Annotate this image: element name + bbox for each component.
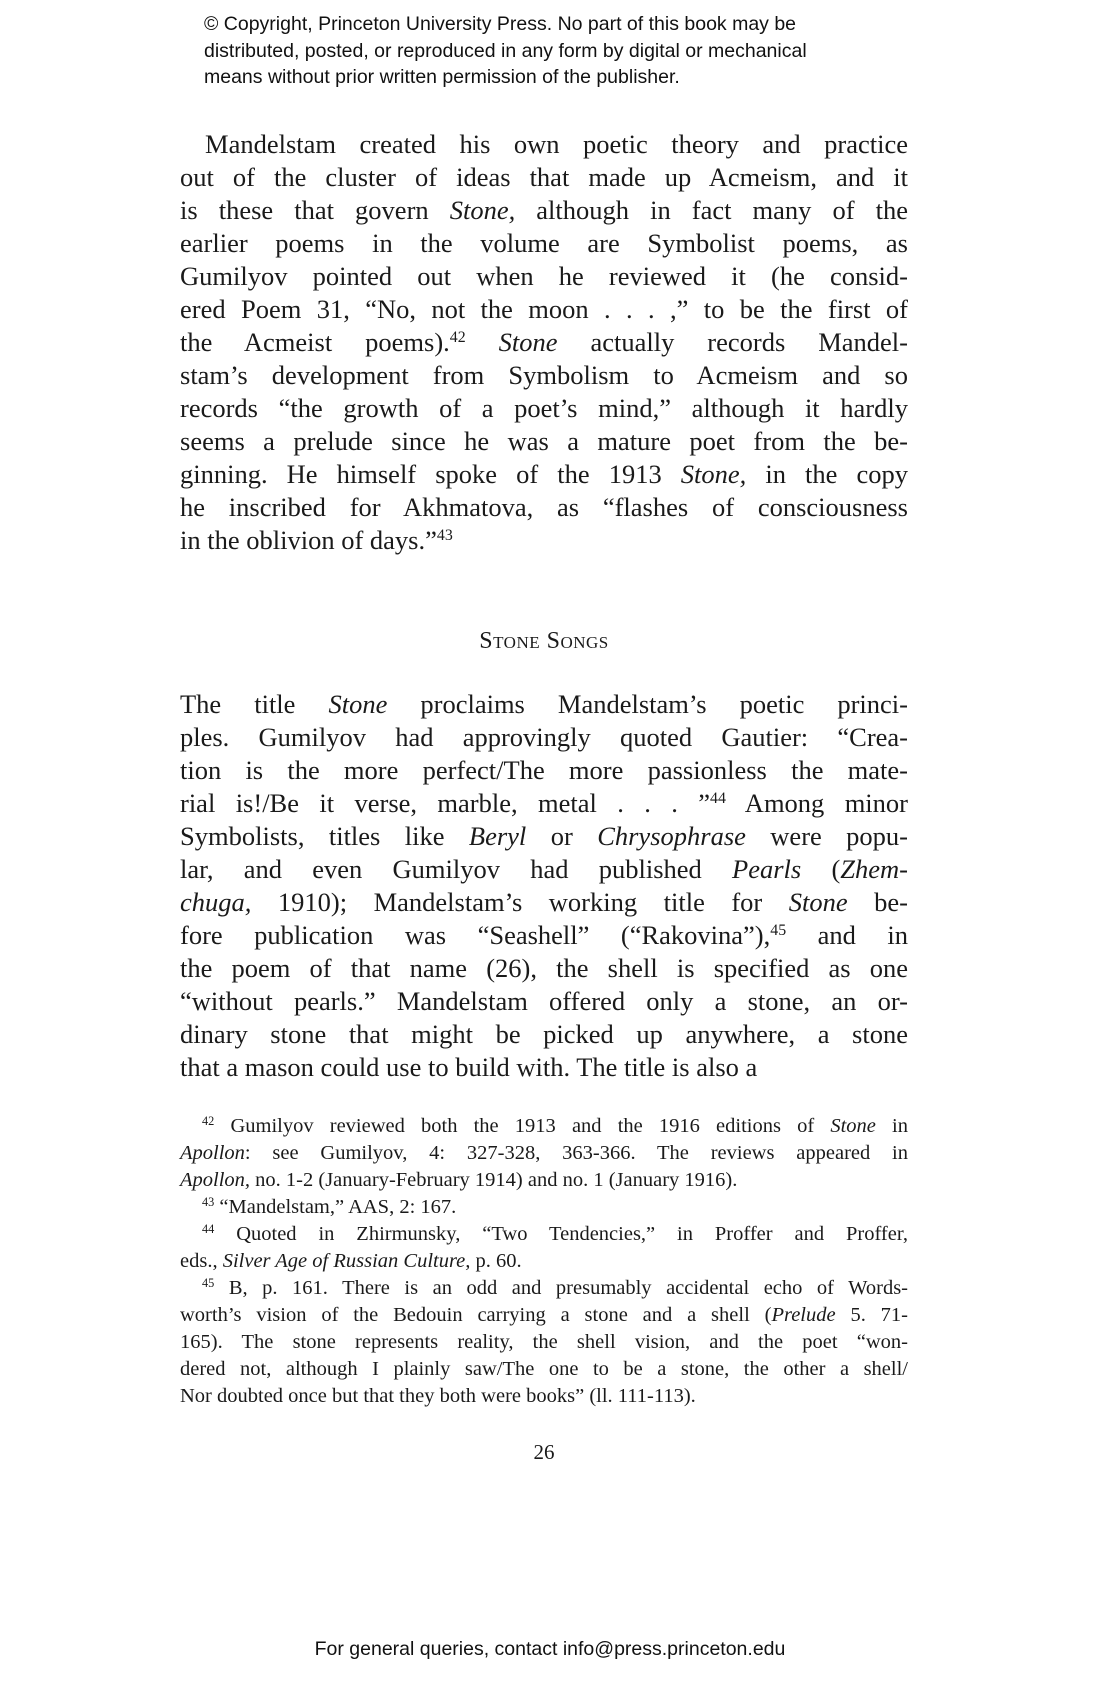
text-run: actually records Mandel-: [557, 327, 908, 357]
text-run: ered Poem 31, “No, not the moon . . . ,” to be the first of: [180, 294, 908, 324]
text-run: (: [801, 854, 841, 884]
italic-text: Zhem-: [840, 854, 909, 884]
text-run: 165). The stone represents reality, the shell vision, and the poet “won-: [180, 1331, 908, 1353]
text-line: [180, 524, 908, 557]
section-heading: Stone Songs: [479, 628, 609, 654]
text-line: [180, 128, 908, 161]
text-run: is these that govern: [180, 195, 450, 225]
italic-text: Prelude: [771, 1304, 836, 1326]
copyright-line: distributed, posted, or reproduced in any form by digital or mechanical: [204, 39, 807, 62]
footnote-ref: 42: [202, 1114, 215, 1129]
text-line: [180, 491, 908, 524]
text-line: [180, 985, 908, 1018]
text-run: dered not, although I plainly saw/The one to be a stone, the other a shell/: [180, 1358, 908, 1380]
text-line: [180, 293, 908, 326]
italic-text: Pearls: [732, 854, 802, 884]
text-run: [466, 327, 499, 357]
footnote-ref: 43: [202, 1195, 215, 1210]
paragraph-1: [180, 128, 908, 557]
text-line: [180, 326, 908, 359]
text-line: [180, 1248, 908, 1275]
text-line: [180, 1356, 908, 1383]
paragraph-2: [180, 688, 908, 1084]
text-run: Mandelstam created his own poetic theory and practice: [205, 129, 908, 159]
text-line: [180, 1194, 908, 1221]
text-run: tion is the more perfect/The more passionless the mate-: [180, 755, 908, 785]
text-line: [180, 853, 908, 886]
text-line: [180, 425, 908, 458]
text-run: and in: [786, 920, 909, 950]
text-run: 1910); Mandelstam’s working title for: [251, 887, 789, 917]
text-line: [180, 458, 908, 491]
text-run: out of the cluster of ideas that made up Acmeism, and it: [180, 162, 908, 192]
page-number: 26: [533, 1440, 555, 1464]
text-run: ginning. He himself spoke of the 1913: [180, 459, 681, 489]
italic-text: Apollon: [180, 1142, 245, 1164]
text-run: rial is!/Be it verse, marble, metal . . . ”: [180, 788, 710, 818]
text-run: Gumilyov pointed out when he reviewed it (he consid-: [180, 261, 908, 291]
copyright-line: means without prior written permission of the publisher.: [204, 66, 680, 88]
text-run: records “the growth of a poet’s mind,” although it hardly: [180, 393, 908, 423]
italic-text: Stone,: [680, 459, 747, 489]
text-line: [180, 886, 908, 919]
text-line: [180, 392, 908, 425]
footer-contact: For general queries, contact info@press.princeton.edu: [314, 1638, 786, 1660]
text-run: Gumilyov reviewed both the 1913 and the 1916 editions of: [214, 1115, 831, 1137]
text-run: no. 1-2 (January-February 1914) and no. 1 (January 1916).: [250, 1169, 738, 1191]
text-run: stam’s development from Symbolism to Acmeism and so: [180, 360, 908, 390]
text-run: in the oblivion of days.”: [180, 525, 437, 555]
text-run: 5. 71-: [835, 1304, 908, 1326]
text-line: [180, 754, 908, 787]
text-run: he inscribed for Akhmatova, as “flashes of consciousness: [180, 492, 908, 522]
text-run: be-: [847, 887, 908, 917]
text-run: in: [875, 1115, 909, 1137]
text-run: lar, and even Gumilyov had published: [180, 854, 733, 884]
footnote-ref: 44: [202, 1222, 215, 1237]
text-line: [180, 1302, 908, 1329]
copyright-line: © Copyright, Princeton University Press. No part of this book may be: [204, 13, 797, 35]
italic-text: Chrysophrase: [597, 821, 746, 851]
text-line: [180, 919, 908, 952]
text-run: “without pearls.” Mandelstam offered only a stone, an or-: [180, 986, 908, 1016]
text-run: p. 60.: [470, 1250, 522, 1272]
text-line: [180, 227, 908, 260]
text-line: [180, 1167, 908, 1194]
text-line: [180, 1329, 908, 1356]
text-run: or: [526, 821, 598, 851]
text-run: Symbolists, titles like: [180, 821, 469, 851]
italic-text: Stone: [498, 327, 558, 357]
italic-text: Stone: [830, 1115, 876, 1137]
text-run: ples. Gumilyov had approvingly quoted Gautier: “Crea-: [180, 722, 908, 752]
text-run: Among minor: [725, 788, 908, 818]
italic-text: Stone,: [449, 195, 516, 225]
footnote-ref: 43: [436, 527, 453, 545]
text-run: the poem of that name (26), the shell is specified as one: [180, 953, 908, 983]
footnote: [180, 1194, 908, 1221]
text-line: [180, 359, 908, 392]
text-run: although in fact many of the: [515, 195, 908, 225]
footnote: [180, 1113, 908, 1194]
footnote-ref: 42: [449, 329, 466, 347]
italic-text: Stone: [788, 887, 848, 917]
italic-text: chuga,: [180, 887, 252, 917]
text-run: in the copy: [746, 459, 909, 489]
text-run: proclaims Mandelstam’s poetic princi-: [387, 689, 908, 719]
italic-text: Silver Age of Russian Culture,: [222, 1250, 471, 1272]
footnote: [180, 1221, 908, 1275]
text-line: [180, 1383, 908, 1410]
text-line: [180, 161, 908, 194]
text-run: eds.,: [180, 1250, 223, 1272]
text-line: [180, 820, 908, 853]
text-run: dinary stone that might be picked up anywhere, a stone: [180, 1019, 908, 1049]
text-run: fore publication was “Seashell” (“Rakovina”),: [180, 920, 771, 950]
footnote-ref: 45: [770, 922, 787, 940]
text-line: [180, 688, 908, 721]
text-line: [180, 1051, 908, 1084]
text-run: worth’s vision of the Bedouin carrying a stone and a shell (: [180, 1304, 772, 1326]
text-line: [180, 1113, 908, 1140]
text-run: seems a prelude since he was a mature poet from the be-: [180, 426, 908, 456]
text-run: : see Gumilyov, 4: 327-328, 363-366. The reviews appeared in: [244, 1142, 908, 1164]
text-run: B, p. 161. There is an odd and presumably accidental echo of Words-: [214, 1277, 908, 1299]
text-line: [180, 1140, 908, 1167]
text-run: that a mason could use to build with. The title is also a: [180, 1052, 758, 1082]
text-run: “Mandelstam,” AAS, 2: 167.: [214, 1196, 457, 1218]
footnote-ref: 44: [710, 790, 726, 808]
text-run: The title: [180, 689, 329, 719]
text-run: Nor doubted once but that they both were books” (ll. 111-113).: [180, 1385, 696, 1407]
text-run: Quoted in Zhirmunsky, “Two Tendencies,” in Proffer and Proffer,: [214, 1223, 908, 1245]
italic-text: Beryl: [468, 821, 527, 851]
footnote-ref: 45: [202, 1276, 215, 1291]
text-line: [180, 787, 908, 820]
text-line: [180, 1018, 908, 1051]
text-line: [180, 1221, 908, 1248]
copyright-notice: [204, 11, 807, 91]
text-line: [180, 194, 908, 227]
footnotes: [180, 1113, 908, 1410]
text-line: [180, 721, 908, 754]
text-line: [180, 260, 908, 293]
italic-text: Stone: [328, 689, 388, 719]
text-run: were popu-: [745, 821, 909, 851]
footnote: [180, 1275, 908, 1410]
text-line: [180, 1275, 908, 1302]
text-run: the Acmeist poems).: [180, 327, 450, 357]
italic-text: Apollon,: [180, 1169, 251, 1191]
text-run: earlier poems in the volume are Symbolist poems, as: [180, 228, 908, 258]
text-line: [180, 952, 908, 985]
